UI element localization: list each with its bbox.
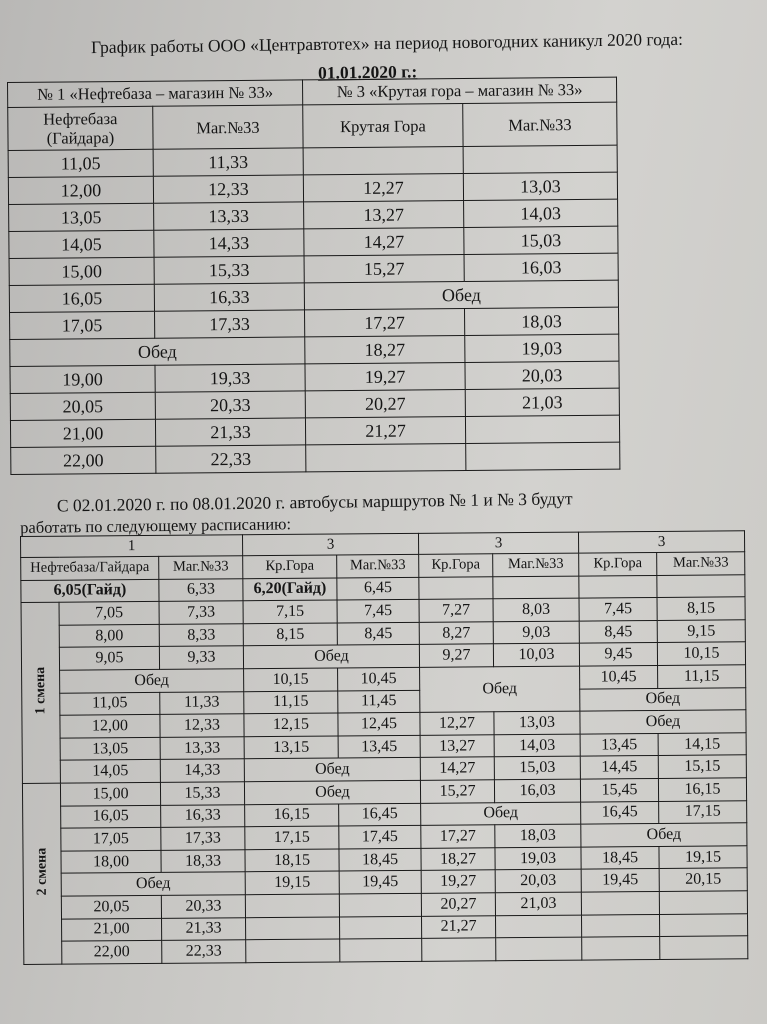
table-cell: 18,03 <box>465 307 619 335</box>
table-cell: 18,03 <box>495 824 581 847</box>
table-cell: 10,15 <box>244 668 338 691</box>
table-cell: 17,27 <box>421 825 495 848</box>
table-cell: 7,15 <box>243 600 337 623</box>
table-cell: 19,03 <box>495 847 581 870</box>
table-cell: 14,33 <box>160 759 244 782</box>
table-cell: 8,27 <box>419 622 493 645</box>
table-cell: 8,15 <box>243 623 337 646</box>
column-header: Кр.Гора <box>243 555 337 578</box>
table-cell: 20,15 <box>659 868 747 891</box>
lunch-cell: Обед <box>304 280 618 310</box>
table-cell: 17,27 <box>305 309 465 337</box>
table-cell: 6,05(Гайд) <box>21 579 159 603</box>
table-cell: 15,33 <box>154 256 304 284</box>
table-cell: 9,45 <box>579 643 657 666</box>
table-cell <box>582 937 660 960</box>
table-cell: 13,05 <box>9 203 154 231</box>
shift-1-label: 1 смена <box>32 666 48 715</box>
table-cell: 21,03 <box>465 388 619 416</box>
table-cell: 16,45 <box>581 801 659 824</box>
table-cell: 17,45 <box>339 825 421 848</box>
table-cell <box>465 415 619 443</box>
table-cell: 12,33 <box>160 714 244 737</box>
lunch-cell: Обед <box>580 687 746 711</box>
table-cell: 15,03 <box>494 756 580 779</box>
table-cell: 17,15 <box>245 826 339 849</box>
document-title: График работы ООО «Центравтотех» на период новогодних каникул 2020 года: <box>90 28 684 58</box>
table-cell: 8,45 <box>337 622 419 645</box>
table-cell: 19,00 <box>10 365 155 393</box>
table-cell: 12,45 <box>338 713 420 736</box>
table-cell: 12,00 <box>8 176 153 204</box>
table-cell: 21,27 <box>422 915 496 938</box>
lunch-cell: Обед <box>421 802 581 826</box>
lunch-cell: Обед <box>244 780 420 804</box>
table-cell: 19,45 <box>581 869 659 892</box>
table-cell: 20,33 <box>161 895 245 918</box>
table-cell: 11,33 <box>160 691 244 714</box>
table-cell: 19,03 <box>465 334 619 362</box>
lunch-cell: Обед <box>581 823 747 847</box>
table-cell: 12,33 <box>153 175 303 203</box>
table-cell: 14,05 <box>9 230 154 258</box>
table-cell: 15,15 <box>658 755 746 778</box>
column-header: Маг.№33 <box>337 554 419 577</box>
table-cell: 20,27 <box>421 893 495 916</box>
table-cell: 14,03 <box>494 734 580 757</box>
route-3-header: № 3 «Крутая гора – магазин № 33» <box>303 77 617 105</box>
table-cell: 9,27 <box>419 644 493 667</box>
table-cell: 20,05 <box>61 895 161 918</box>
table-cell: 10,03 <box>493 643 579 666</box>
table-cell: 8,15 <box>657 597 745 620</box>
column-header: Маг.№33 <box>493 553 579 576</box>
column-header: Нефтебаза/Гайдара <box>21 556 159 580</box>
table-cell: 11,15 <box>658 665 746 688</box>
column-header: Маг.№33 <box>153 105 303 149</box>
shift-1-cell <box>21 602 60 783</box>
table-cell: 16,03 <box>494 779 580 802</box>
shift-2-cell <box>22 783 61 964</box>
table-cell: 17,33 <box>161 827 245 850</box>
table-cell: 19,15 <box>659 846 747 869</box>
shift-2-label: 2 смена <box>33 847 50 895</box>
column-header: Маг.№33 <box>463 102 617 146</box>
lunch-cell: Обед <box>243 645 419 669</box>
table-cell: 13,45 <box>580 733 658 756</box>
table-cell: 19,33 <box>155 364 305 392</box>
table-cell: 11,15 <box>244 691 338 714</box>
table-cell: 20,03 <box>465 361 619 389</box>
table-cell <box>246 917 340 940</box>
table-cell: 18,45 <box>581 846 659 869</box>
table-cell: 18,27 <box>421 847 495 870</box>
table-cell: 15,45 <box>580 778 658 801</box>
table-cell: 17,05 <box>61 828 161 851</box>
table-cell: 13,33 <box>160 736 244 759</box>
column-header: Кр.Гора <box>579 553 657 576</box>
note-line-1: С 02.01.2020 г. по 08.01.2020 г. автобусы маршрутов № 1 и № 3 будут <box>56 488 573 516</box>
table-cell: 16,15 <box>658 778 746 801</box>
note-line-2: работать по следующему расписанию: <box>20 514 292 538</box>
table-cell <box>422 938 496 961</box>
schedule-table-jan2-8 <box>20 530 748 964</box>
column-header: Маг.№33 <box>657 552 745 575</box>
table-cell <box>493 576 579 599</box>
table-cell: 10,15 <box>657 642 745 665</box>
table-cell: 15,03 <box>464 226 618 254</box>
table-cell <box>339 893 421 916</box>
table-cell: 14,05 <box>60 760 160 783</box>
table-cell: 13,05 <box>60 737 160 760</box>
table-cell: 9,33 <box>159 646 243 669</box>
table-cell: 6,33 <box>159 578 243 601</box>
table-row <box>11 442 620 474</box>
table-cell: 19,27 <box>421 870 495 893</box>
route-1-header: № 1 «Нефтебаза – магазин № 33» <box>8 80 303 108</box>
table-cell: 16,45 <box>339 803 421 826</box>
table-cell: 15,00 <box>9 257 154 285</box>
lunch-cell: Обед <box>10 337 305 367</box>
route-header: 3 <box>419 532 579 554</box>
table-cell: 20,33 <box>155 391 305 419</box>
table-row <box>24 936 748 964</box>
table-cell <box>496 915 582 938</box>
table-cell: 7,45 <box>337 600 419 623</box>
table-cell <box>340 916 422 939</box>
table-cell: 8,45 <box>579 620 657 643</box>
table-cell <box>657 574 745 597</box>
table-cell: 8,00 <box>59 624 159 647</box>
lunch-cell: Обед <box>61 872 245 896</box>
table-cell: 10,45 <box>580 665 658 688</box>
table-cell: 18,00 <box>61 850 161 873</box>
table-cell <box>306 444 466 472</box>
table-cell: 11,45 <box>338 690 420 713</box>
table-cell: 13,15 <box>244 736 338 759</box>
table-cell: 22,00 <box>11 446 156 474</box>
lunch-cell: Обед <box>580 710 746 734</box>
table-cell: 7,45 <box>579 598 657 621</box>
table-cell: 7,33 <box>159 601 243 624</box>
table-cell: 14,45 <box>580 756 658 779</box>
table-cell <box>579 575 657 598</box>
table-cell: 15,00 <box>60 782 160 805</box>
table-cell: 16,03 <box>464 253 618 281</box>
table-cell: 16,05 <box>61 805 161 828</box>
table-cell: 12,00 <box>60 715 160 738</box>
table-cell <box>660 936 748 959</box>
table-cell: 11,05 <box>8 149 153 177</box>
table-cell: 12,15 <box>244 713 338 736</box>
table-cell: 17,15 <box>659 800 747 823</box>
column-header: Нефтебаза (Гайдара) <box>8 106 153 150</box>
table-cell: 21,00 <box>62 918 162 941</box>
lunch-cell: Обед <box>60 669 244 693</box>
table-cell: 19,45 <box>339 871 421 894</box>
table-cell: 9,05 <box>59 647 159 670</box>
table-cell <box>659 891 747 914</box>
lunch-cell: Обед <box>420 666 580 712</box>
table-cell <box>246 939 340 962</box>
table-cell: 13,33 <box>154 202 304 230</box>
column-header: Маг.№33 <box>159 556 243 579</box>
table-cell <box>419 576 493 599</box>
table-cell: 21,27 <box>305 417 465 445</box>
date-subtitle: 01.01.2020 г.: <box>317 61 418 83</box>
route-header: 1 <box>21 535 243 558</box>
table-cell <box>582 914 660 937</box>
table-cell: 12,27 <box>420 712 494 735</box>
table-cell: 16,05 <box>9 284 154 312</box>
table-cell: 18,33 <box>161 849 245 872</box>
table-cell: 13,03 <box>494 711 580 734</box>
table-cell: 21,00 <box>10 419 155 447</box>
table-cell: 8,03 <box>493 598 579 621</box>
table-cell: 13,45 <box>338 735 420 758</box>
table-row <box>8 102 617 150</box>
column-header: Кр.Гора <box>419 554 493 577</box>
table-cell: 14,33 <box>154 229 304 257</box>
table-cell: 14,15 <box>658 733 746 756</box>
table-cell: 8,33 <box>159 624 243 647</box>
column-header: Крутая Гора <box>303 104 463 148</box>
table-cell <box>660 913 748 936</box>
table-cell: 16,33 <box>154 283 304 311</box>
table-cell: 15,33 <box>160 782 244 805</box>
table-cell: 18,45 <box>339 848 421 871</box>
table-cell: 17,33 <box>155 310 305 338</box>
table-cell: 7,05 <box>59 602 159 625</box>
table-cell: 13,27 <box>420 735 494 758</box>
table-cell: 19,15 <box>245 871 339 894</box>
table-cell: 17,05 <box>10 311 155 339</box>
lunch-cell: Обед <box>244 758 420 782</box>
table-cell: 15,27 <box>304 255 464 283</box>
table-cell: 9,15 <box>657 620 745 643</box>
table-cell <box>463 145 617 173</box>
table-cell: 18,27 <box>305 336 465 364</box>
table-cell: 12,27 <box>303 174 463 202</box>
table-cell: 18,15 <box>245 849 339 872</box>
route-header: 3 <box>243 533 419 555</box>
table-cell: 16,33 <box>161 804 245 827</box>
table-cell: 6,45 <box>337 577 419 600</box>
table-cell: 20,05 <box>10 392 155 420</box>
table-cell <box>466 442 620 470</box>
table-cell <box>340 938 422 961</box>
table-cell: 22,33 <box>162 940 246 963</box>
schedule-table-jan1 <box>7 77 620 475</box>
table-cell: 20,03 <box>495 869 581 892</box>
table-cell: 11,05 <box>60 692 160 715</box>
table-cell: 13,27 <box>304 201 464 229</box>
table-cell: 10,45 <box>338 667 420 690</box>
table-cell <box>496 937 582 960</box>
route-header: 3 <box>579 531 745 553</box>
table-cell: 14,27 <box>304 228 464 256</box>
table-cell <box>245 894 339 917</box>
table-cell: 9,03 <box>493 621 579 644</box>
table-cell: 21,33 <box>155 418 305 446</box>
table-cell <box>303 147 463 175</box>
table-cell <box>581 891 659 914</box>
table-cell: 6,20(Гайд) <box>243 578 337 601</box>
table-cell: 7,27 <box>419 599 493 622</box>
table-cell: 19,27 <box>305 363 465 391</box>
table-cell: 15,27 <box>420 780 494 803</box>
table-cell: 16,15 <box>245 804 339 827</box>
table-cell: 22,00 <box>62 940 162 963</box>
table-cell: 21,03 <box>495 892 581 915</box>
table-cell: 21,33 <box>162 917 246 940</box>
table-cell: 14,27 <box>420 757 494 780</box>
table-cell: 20,27 <box>305 390 465 418</box>
table-cell: 14,03 <box>464 199 618 227</box>
table-cell: 22,33 <box>156 445 306 473</box>
table-cell: 13,03 <box>463 172 617 200</box>
table-cell: 11,33 <box>153 148 303 176</box>
